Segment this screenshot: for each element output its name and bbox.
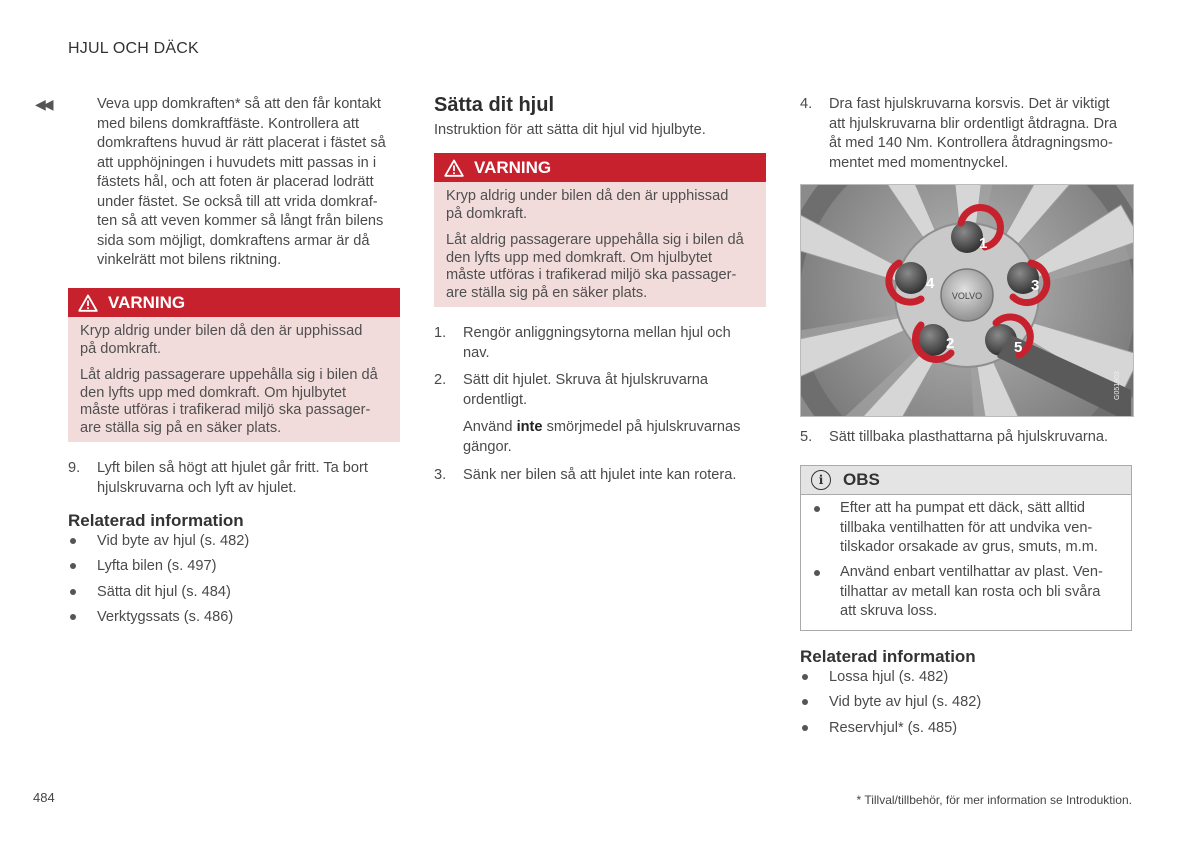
footnote: * Tillval/tillbehör, för mer information se Introduktion. [856,793,1132,807]
step-2-note [463,418,763,457]
step-line: åt med 140 Nm. Kontrollera åtdragningsmo- [829,135,1113,151]
warning-line: på domkraft. [446,205,528,222]
bullet-dot [802,674,808,680]
warning-line: Kryp aldrig under bilen då den är upphissad [80,323,363,339]
step-line: att hjulskruvarna blir ordentligt åtdragna. Dra [829,115,1117,132]
step-9-text [97,459,407,498]
warning-line: måste utföras i trafikerad miljö ska passager- [80,402,371,418]
warning-triangle-icon [78,294,98,312]
bullet-dot [70,614,76,620]
step-line: Dra fast hjulskruvarna korsvis. Det är viktigt [829,96,1110,112]
related-link[interactable]: Lossa hjul (s. 482) [829,669,949,685]
continued-from-previous-icon: ◀◀ [35,96,51,112]
note-line [463,418,763,438]
intro-line: med bilens domkraftfäste. Kontrollera att [97,115,360,132]
step-number: 5. [800,429,813,445]
obs-line: tilskador orsakade av grus, smuts, m.m. [840,539,1098,555]
bolt-label: 4 [926,275,935,292]
related-link[interactable]: Vid byte av hjul (s. 482) [97,533,250,549]
intro-line: domkraftens huvud är rätt placerat i fästet så [97,135,386,151]
step-number: 1. [434,325,447,341]
bullet-dot [802,699,808,705]
obs-line: att skruva loss. [840,603,938,619]
related-link[interactable]: Lyfta bilen (s. 497) [97,558,217,574]
intro-line: att upphöjningen i huvudets mitt passas in i [97,154,377,171]
warning-line: på domkraft. [80,340,162,357]
bolt-label: 2 [946,335,955,352]
obs-line: tilhattar av metall kan rosta och bli svåra [840,583,1101,600]
section-subtitle: Instruktion för att sätta dit hjul vid hjulbyte. [434,122,706,138]
bolt [895,262,927,294]
obs-item [840,499,1125,558]
warning-box [68,288,400,442]
warning-body [68,317,400,443]
obs-line: tillbaka ventilhatten för att undvika ven- [840,519,1093,536]
bolt-label: 1 [979,235,988,252]
step-line: Sätt tillbaka plasthattarna på hjulskruvarna. [829,429,1109,445]
note-text: Använd [463,419,517,435]
related-info-heading: Relaterad information [800,647,976,666]
intro-line: Veva upp domkraften* så att den får kontakt [97,96,381,112]
warning-box [434,153,766,307]
step-3-text [463,466,763,486]
warning-title: VARNING [474,157,552,177]
step-line: ordentligt. [463,391,528,408]
section-title: Sätta dit hjul [434,94,554,116]
warning-paragraph [446,232,754,302]
step-5-text [829,428,1139,448]
page-header: HJUL OCH DÄCK [68,40,199,57]
step-number: 9. [68,460,81,476]
warning-line: den lyfts upp med domkraft. Om hjulbytet [80,384,347,401]
step-line: Sätt dit hjulet. Skruva åt hjulskruvarna [463,372,708,388]
warning-header [68,288,400,317]
step-line: Sänk ner bilen så att hjulet inte kan rotera. [463,467,737,483]
obs-note-box [800,465,1132,631]
center-cap-logo: VOLVO [951,291,983,301]
warning-line: måste utföras i trafikerad miljö ska passager- [446,267,737,283]
intro-line: vinkelrätt mot bilens riktning. [97,252,282,268]
obs-line: Efter att ha pumpat ett däck, sätt alltid [840,500,1085,516]
warning-body [434,182,766,308]
warning-triangle-icon [444,159,464,177]
warning-line: Kryp aldrig under bilen då den är upphissad [446,188,729,204]
obs-item [840,563,1125,622]
bullet-dot [70,589,76,595]
bullet-dot [814,506,820,512]
step-4-text [829,95,1139,173]
step-number: 4. [800,96,813,112]
warning-paragraph [80,323,388,358]
illustration-code: G051903 [1114,371,1121,400]
bullet-dot [802,725,808,731]
obs-line: Använd enbart ventilhattar av plast. Ven- [840,564,1103,580]
note-line: gängor. [463,438,512,455]
related-link[interactable]: Verktygssats (s. 486) [97,609,234,625]
step-line: hjulskruvarna och lyft av hjulet. [97,479,297,496]
page-number: 484 [33,790,55,805]
step-number: 3. [434,467,447,483]
warning-paragraph [80,367,388,437]
bolt-label: 5 [1014,339,1023,356]
warning-line: are ställa sig på en säker plats. [446,284,648,301]
step-number: 2. [434,372,447,388]
warning-line: Låt aldrig passagerare uppehålla sig i bilen då [446,232,744,248]
note-emphasis: inte [516,419,543,435]
related-link[interactable]: Reservhjul* (s. 485) [829,720,958,736]
step-1-text [463,324,763,363]
warning-line: are ställa sig på en säker plats. [80,419,282,436]
warning-paragraph [446,188,754,223]
step-line: Rengör anliggningsytorna mellan hjul och [463,325,731,341]
warning-header [434,153,766,182]
bullet-dot [814,570,820,576]
step-line: nav. [463,344,490,361]
related-link[interactable]: Vid byte av hjul (s. 482) [829,694,982,710]
obs-header [801,466,1131,495]
related-info-heading: Relaterad information [68,511,244,530]
note-text: smörjmedel på hjulskruvarnas [542,419,741,435]
bullet-dot [70,563,76,569]
intro-line: under fästet. Se också till att vrida domkraf- [97,193,378,210]
bolt-label: 3 [1031,277,1040,294]
related-link[interactable]: Sätta dit hjul (s. 484) [97,584,231,600]
intro-paragraph [97,95,407,271]
warning-line: Låt aldrig passagerare uppehålla sig i bilen då [80,367,378,383]
step-line: mentet med momentnyckel. [829,154,1009,171]
obs-title: OBS [843,470,880,489]
step-line: Lyft bilen så högt att hjulet går fritt. Ta bort [97,460,368,476]
info-icon: i [811,470,831,490]
warning-line: den lyfts upp med domkraft. Om hjulbytet [446,249,713,266]
intro-line: sida som möjligt, domkraftens armar är då [97,232,370,249]
wheel-bolt-illustration [800,184,1134,417]
intro-line: fästets hål, och att foten är placerad lodrätt [97,174,374,190]
bullet-dot [70,538,76,544]
step-2-text [463,371,763,410]
intro-line: ten så att veven kommer så långt från bilens [97,213,384,229]
wheel-illustration-svg [801,185,1133,416]
warning-title: VARNING [108,292,186,312]
